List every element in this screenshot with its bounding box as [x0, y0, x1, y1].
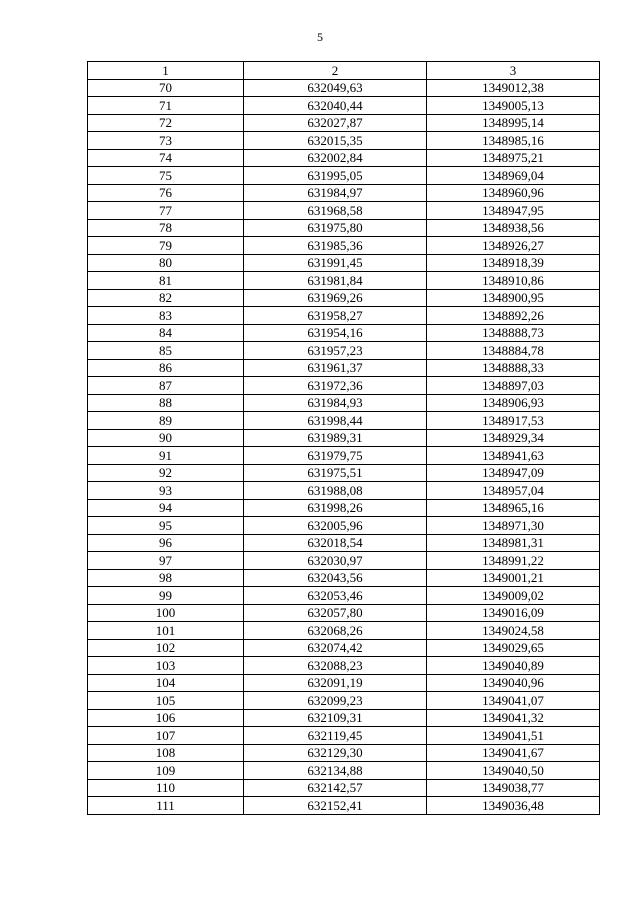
- cell-y-coordinate: 1349016,09: [427, 604, 600, 622]
- cell-x-coordinate: 632129,30: [244, 744, 427, 762]
- table-row: [88, 114, 600, 132]
- cell-x-coordinate: 632088,23: [244, 657, 427, 675]
- cell-y-coordinate: 1349041,07: [427, 692, 600, 710]
- page-number: 5: [317, 30, 323, 44]
- table-row: [88, 692, 600, 710]
- cell-y-coordinate: 1349005,13: [427, 97, 600, 115]
- cell-point-number: 90: [88, 429, 244, 447]
- table-row: [88, 132, 600, 150]
- column-header-point-number: 1: [88, 62, 244, 80]
- table-row: [88, 604, 600, 622]
- cell-x-coordinate: 632005,96: [244, 517, 427, 535]
- cell-y-coordinate: 1348892,26: [427, 307, 600, 325]
- cell-point-number: 110: [88, 779, 244, 797]
- cell-point-number: 98: [88, 569, 244, 587]
- table-row: [88, 639, 600, 657]
- table-row: [88, 464, 600, 482]
- cell-y-coordinate: 1348975,21: [427, 149, 600, 167]
- cell-y-coordinate: 1348918,39: [427, 254, 600, 272]
- table-row: [88, 429, 600, 447]
- cell-y-coordinate: 1348910,86: [427, 272, 600, 290]
- cell-point-number: 104: [88, 674, 244, 692]
- cell-y-coordinate: 1348947,09: [427, 464, 600, 482]
- cell-x-coordinate: 631981,84: [244, 272, 427, 290]
- cell-x-coordinate: 632027,87: [244, 114, 427, 132]
- cell-y-coordinate: 1349024,58: [427, 622, 600, 640]
- cell-point-number: 86: [88, 359, 244, 377]
- cell-x-coordinate: 631991,45: [244, 254, 427, 272]
- cell-y-coordinate: 1348969,04: [427, 167, 600, 185]
- column-header-x-coordinate: 2: [244, 62, 427, 80]
- cell-point-number: 109: [88, 762, 244, 780]
- cell-point-number: 71: [88, 97, 244, 115]
- cell-point-number: 97: [88, 552, 244, 570]
- cell-x-coordinate: 632043,56: [244, 569, 427, 587]
- table-row: [88, 482, 600, 500]
- table-body: [88, 79, 600, 814]
- cell-y-coordinate: 1348971,30: [427, 517, 600, 535]
- cell-point-number: 111: [88, 797, 244, 815]
- table-row: [88, 797, 600, 815]
- table-row: [88, 709, 600, 727]
- cell-y-coordinate: 1349041,32: [427, 709, 600, 727]
- cell-y-coordinate: 1349012,38: [427, 79, 600, 97]
- cell-x-coordinate: 631984,93: [244, 394, 427, 412]
- cell-x-coordinate: 631998,26: [244, 499, 427, 517]
- cell-y-coordinate: 1348957,04: [427, 482, 600, 500]
- cell-x-coordinate: 632040,44: [244, 97, 427, 115]
- cell-y-coordinate: 1348888,33: [427, 359, 600, 377]
- cell-y-coordinate: 1349040,50: [427, 762, 600, 780]
- cell-point-number: 80: [88, 254, 244, 272]
- cell-point-number: 105: [88, 692, 244, 710]
- cell-x-coordinate: 632074,42: [244, 639, 427, 657]
- table-row: [88, 622, 600, 640]
- cell-point-number: 100: [88, 604, 244, 622]
- cell-x-coordinate: 631958,27: [244, 307, 427, 325]
- cell-x-coordinate: 631984,97: [244, 184, 427, 202]
- table-row: [88, 167, 600, 185]
- cell-point-number: 77: [88, 202, 244, 220]
- cell-point-number: 106: [88, 709, 244, 727]
- table-row: [88, 517, 600, 535]
- cell-y-coordinate: 1349036,48: [427, 797, 600, 815]
- table-row: [88, 359, 600, 377]
- cell-point-number: 95: [88, 517, 244, 535]
- cell-point-number: 102: [88, 639, 244, 657]
- cell-x-coordinate: 631957,23: [244, 342, 427, 360]
- cell-point-number: 99: [88, 587, 244, 605]
- cell-y-coordinate: 1348991,22: [427, 552, 600, 570]
- cell-point-number: 72: [88, 114, 244, 132]
- cell-y-coordinate: 1348888,73: [427, 324, 600, 342]
- table-row: [88, 202, 600, 220]
- table-row: [88, 394, 600, 412]
- cell-point-number: 82: [88, 289, 244, 307]
- cell-x-coordinate: 631988,08: [244, 482, 427, 500]
- cell-x-coordinate: 632002,84: [244, 149, 427, 167]
- cell-y-coordinate: 1349041,51: [427, 727, 600, 745]
- cell-x-coordinate: 632142,57: [244, 779, 427, 797]
- cell-point-number: 73: [88, 132, 244, 150]
- cell-point-number: 78: [88, 219, 244, 237]
- cell-x-coordinate: 631975,80: [244, 219, 427, 237]
- cell-x-coordinate: 632099,23: [244, 692, 427, 710]
- table-row: [88, 744, 600, 762]
- cell-point-number: 107: [88, 727, 244, 745]
- table-row: [88, 79, 600, 97]
- cell-y-coordinate: 1349009,02: [427, 587, 600, 605]
- table-row: [88, 727, 600, 745]
- table-row: [88, 762, 600, 780]
- cell-y-coordinate: 1349041,67: [427, 744, 600, 762]
- cell-y-coordinate: 1348947,95: [427, 202, 600, 220]
- cell-x-coordinate: 631954,16: [244, 324, 427, 342]
- cell-x-coordinate: 632030,97: [244, 552, 427, 570]
- table-row: [88, 412, 600, 430]
- cell-x-coordinate: 632152,41: [244, 797, 427, 815]
- cell-x-coordinate: 632068,26: [244, 622, 427, 640]
- cell-point-number: 91: [88, 447, 244, 465]
- table-row: [88, 377, 600, 395]
- cell-y-coordinate: 1348926,27: [427, 237, 600, 255]
- cell-x-coordinate: 631989,31: [244, 429, 427, 447]
- cell-point-number: 83: [88, 307, 244, 325]
- cell-point-number: 84: [88, 324, 244, 342]
- table-row: [88, 657, 600, 675]
- table-row: [88, 184, 600, 202]
- cell-x-coordinate: 631972,36: [244, 377, 427, 395]
- cell-y-coordinate: 1348897,03: [427, 377, 600, 395]
- cell-y-coordinate: 1348917,53: [427, 412, 600, 430]
- cell-point-number: 101: [88, 622, 244, 640]
- cell-point-number: 96: [88, 534, 244, 552]
- table-row: [88, 254, 600, 272]
- table-row: [88, 569, 600, 587]
- cell-x-coordinate: 631985,36: [244, 237, 427, 255]
- table-row: [88, 342, 600, 360]
- table-row: [88, 674, 600, 692]
- table-row: [88, 587, 600, 605]
- column-header-y-coordinate: 3: [427, 62, 600, 80]
- cell-x-coordinate: 631968,58: [244, 202, 427, 220]
- cell-y-coordinate: 1349001,21: [427, 569, 600, 587]
- table-row: [88, 534, 600, 552]
- table-row: [88, 219, 600, 237]
- cell-x-coordinate: 632134,88: [244, 762, 427, 780]
- table-row: [88, 324, 600, 342]
- cell-point-number: 103: [88, 657, 244, 675]
- table-row: [88, 272, 600, 290]
- cell-x-coordinate: 632119,45: [244, 727, 427, 745]
- cell-x-coordinate: 632091,19: [244, 674, 427, 692]
- cell-point-number: 93: [88, 482, 244, 500]
- cell-y-coordinate: 1349029,65: [427, 639, 600, 657]
- cell-y-coordinate: 1349040,89: [427, 657, 600, 675]
- table-row: [88, 237, 600, 255]
- cell-y-coordinate: 1349040,96: [427, 674, 600, 692]
- table-row: [88, 552, 600, 570]
- cell-x-coordinate: 631961,37: [244, 359, 427, 377]
- cell-x-coordinate: 632049,63: [244, 79, 427, 97]
- cell-x-coordinate: 631979,75: [244, 447, 427, 465]
- table-row: [88, 779, 600, 797]
- cell-y-coordinate: 1348884,78: [427, 342, 600, 360]
- cell-x-coordinate: 631998,44: [244, 412, 427, 430]
- table-row: [88, 289, 600, 307]
- cell-x-coordinate: 631975,51: [244, 464, 427, 482]
- cell-y-coordinate: 1348985,16: [427, 132, 600, 150]
- cell-x-coordinate: 631995,05: [244, 167, 427, 185]
- cell-y-coordinate: 1348995,14: [427, 114, 600, 132]
- cell-point-number: 70: [88, 79, 244, 97]
- cell-y-coordinate: 1348981,31: [427, 534, 600, 552]
- cell-point-number: 74: [88, 149, 244, 167]
- header-row: [88, 62, 600, 80]
- cell-point-number: 92: [88, 464, 244, 482]
- cell-point-number: 87: [88, 377, 244, 395]
- cell-y-coordinate: 1348929,34: [427, 429, 600, 447]
- cell-y-coordinate: 1348900,95: [427, 289, 600, 307]
- table-row: [88, 499, 600, 517]
- table-header: [88, 62, 600, 80]
- cell-y-coordinate: 1348906,93: [427, 394, 600, 412]
- cell-x-coordinate: 632015,35: [244, 132, 427, 150]
- cell-point-number: 94: [88, 499, 244, 517]
- cell-x-coordinate: 632053,46: [244, 587, 427, 605]
- table-row: [88, 447, 600, 465]
- table-row: [88, 307, 600, 325]
- cell-y-coordinate: 1349038,77: [427, 779, 600, 797]
- cell-point-number: 81: [88, 272, 244, 290]
- cell-point-number: 88: [88, 394, 244, 412]
- cell-point-number: 89: [88, 412, 244, 430]
- cell-y-coordinate: 1348938,56: [427, 219, 600, 237]
- cell-x-coordinate: 632018,54: [244, 534, 427, 552]
- cell-point-number: 85: [88, 342, 244, 360]
- cell-y-coordinate: 1348965,16: [427, 499, 600, 517]
- cell-x-coordinate: 632109,31: [244, 709, 427, 727]
- cell-point-number: 108: [88, 744, 244, 762]
- cell-x-coordinate: 631969,26: [244, 289, 427, 307]
- cell-point-number: 79: [88, 237, 244, 255]
- cell-y-coordinate: 1348960,96: [427, 184, 600, 202]
- cell-x-coordinate: 632057,80: [244, 604, 427, 622]
- coordinates-table: [87, 61, 600, 815]
- table-row: [88, 97, 600, 115]
- cell-point-number: 76: [88, 184, 244, 202]
- table-row: [88, 149, 600, 167]
- cell-point-number: 75: [88, 167, 244, 185]
- cell-y-coordinate: 1348941,63: [427, 447, 600, 465]
